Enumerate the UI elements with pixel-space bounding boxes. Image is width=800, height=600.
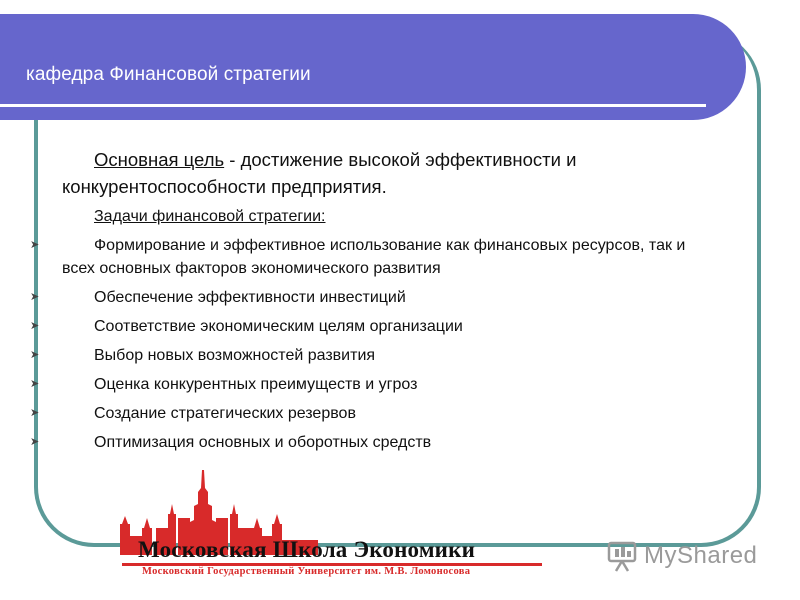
logo-subtitle: Московский Государственный Университет им. М.В. Ломоносова [142,566,471,577]
list-item [30,402,722,425]
list-item [30,431,722,454]
list-item [30,286,722,309]
slide-content [30,146,722,460]
list-item-text: Обеспечение эффективности инвестиций [94,289,406,306]
goal-paragraph [62,146,722,200]
tasks-list [30,234,722,454]
chevron-right-icon: ➤ [30,407,40,419]
logo-title: Московская Школа Экономики [138,537,476,562]
goal-text: - достижение высокой эффективности и конкурентоспособности предприятия. [62,149,577,197]
chevron-right-icon: ➤ [30,239,40,251]
list-item [30,315,722,338]
presentation-board-icon [606,539,640,573]
goal-label: Основная цель [94,149,225,170]
list-item-text: Оптимизация основных и оборотных средств [94,434,432,451]
list-item [30,344,722,367]
watermark [606,536,757,576]
list-item-text: Формирование и эффективное использование как финансовых ресурсов, так и всех основных факторов экономического развития [62,237,686,277]
chevron-right-icon: ➤ [30,320,40,332]
list-item-text: Соответствие экономическим целям организации [94,318,463,335]
header-divider [0,104,706,107]
chevron-right-icon: ➤ [30,378,40,390]
list-item [30,234,722,280]
chevron-right-icon: ➤ [30,291,40,303]
watermark-text: MyShared [644,542,758,569]
chevron-right-icon: ➤ [30,349,40,361]
list-item-text: Оценка конкурентных преимуществ и угроз [94,376,418,393]
chevron-right-icon: ➤ [30,436,40,448]
tasks-heading: Задачи финансовой стратегии: [94,208,326,225]
list-item-text: Создание стратегических резервов [94,405,356,422]
list-item-text: Выбор новых возможностей развития [94,347,376,364]
header-title: кафедра Финансовой стратегии [26,64,311,85]
list-item [30,373,722,396]
school-logo [120,470,560,580]
